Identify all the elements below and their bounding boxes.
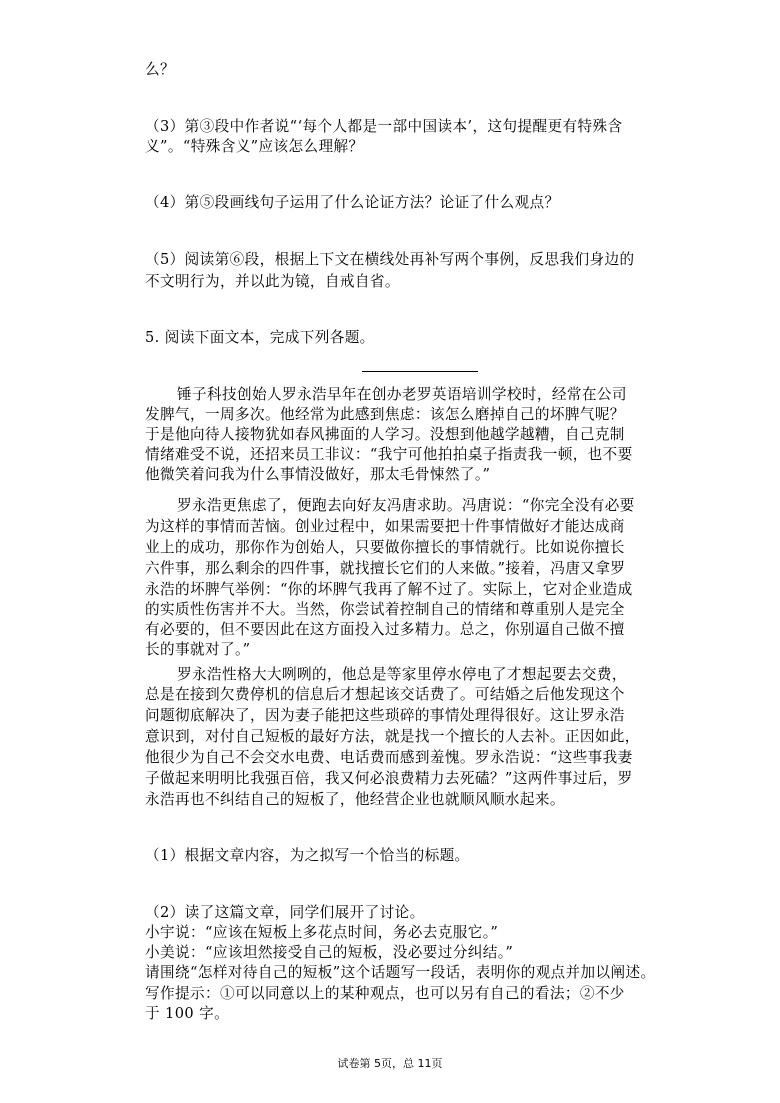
text-line: 请围绕“怎样对待自己的短板”这个话题写一段话，表明你的观点并加以阐述。 (145, 964, 656, 981)
paragraph-line: 有必要的，但不要因此在这方面投入过多精力。总之，你别逼自己做不擅 (145, 621, 625, 638)
question-3: （3）第③段中作者说“‘每个人都是一部中国读本’，这句提醒更有特殊含 (145, 118, 623, 135)
paragraph-line: 永浩的坏脾气举例：“你的坏脾气我再了解不过了。实际上，它对企业造成 (145, 581, 633, 598)
text-line: 小宇说：“应该在短板上多花点时间，务必去克服它。” (145, 924, 499, 941)
paragraph-line: 子做起来明明比我强百倍，我又何必浪费精力去死磕？”这两件事过后，罗 (145, 770, 633, 787)
page-footer: 试卷第 5页，总 11页 (337, 1057, 443, 1070)
paragraph-line: 问题彻底解决了，因为妻子能把这些琐碎的事情处理得很好。这让罗永浩 (145, 707, 625, 724)
paragraph-line: 他微笑着问我为什么事情没做好，那太毛骨悚然了。” (145, 466, 491, 483)
text-line: 义”。“特殊含义”应该怎么理解？ (145, 138, 364, 155)
paragraph-line: 他很少为自己不会交水电费、电话费而感到羞愧。罗永浩说：“这些事我妻 (145, 749, 633, 766)
paragraph-line: 长的事就对了。” (145, 641, 251, 658)
paragraph-line: 发脾气，一周多次。他经常为此感到焦虑：该怎么磨掉自己的坏脾气呢？ (145, 406, 625, 423)
paragraph-line: 总是在接到欠费停机的信息后才想起该交话费了。可结婚之后他发现这个 (145, 686, 625, 703)
paragraph-line: 六件事，那么剩余的四件事，就找擅长它们的人来做。”接着，冯唐又拿罗 (145, 560, 626, 577)
paragraph-line: 业上的成功，那你作为创始人，只要做你擅长的事情就行。比如说你擅长 (145, 539, 625, 556)
paragraph-line: 于是他向待人接物犹如春风拂面的人学习。没想到他越学越糟，自己克制 (145, 426, 625, 443)
paragraph-line: 情绪难受不说，还招来员工非议：“我宁可他拍拍桌子指责我一顿，也不要 (145, 446, 633, 463)
section-heading: 5. 阅读下面文本，完成下列各题。 (145, 329, 375, 346)
paragraph-line: 为这样的事情而苦恼。创业过程中，如果需要把十件事情做好才能达成商 (145, 518, 625, 535)
text-line: 不文明行为，并以此为镜，自戒自省。 (145, 273, 400, 290)
text-line: 于 100 字。 (145, 1005, 230, 1022)
question-4: （4）第⑤段画线句子运用了什么论证方法？论证了什么观点？ (145, 194, 560, 211)
question-5: （5）阅读第⑥段，根据上下文在横线处再补写两个事例，反思我们身边的 (145, 251, 635, 268)
question-1: （1）根据文章内容，为之拟写一个恰当的标题。 (145, 847, 470, 864)
text-line: 小美说：“应该坦然接受自己的短板，没必要过分纠结。” (145, 944, 514, 961)
paragraph-line: 罗永浩更焦虑了，便跑去向好友冯唐求助。冯唐说：“你完全没有必要 (177, 497, 635, 514)
paragraph-line: 锤子科技创始人罗永浩早年在创办老罗英语培训学校时，经常在公司 (177, 386, 627, 403)
title-blank-line (362, 371, 478, 372)
paragraph-line: 永浩再也不纠结自己的短板了，他经营企业也就顺风顺水起来。 (145, 791, 565, 808)
paragraph-line: 罗永浩性格大大咧咧的，他总是等家里停水停电了才想起要去交费， (177, 666, 627, 683)
paragraph-line: 意识到，对付自己短板的最好方法，就是找一个擅长的人去补。正因如此， (145, 728, 640, 745)
question-2: （2）读了这篇文章，同学们展开了讨论。 (145, 904, 425, 921)
text-line: 么？ (145, 61, 175, 78)
text-line: 写作提示：①可以同意以上的某种观点，也可以另有自己的看法；②不少 (145, 985, 625, 1002)
paragraph-line: 的实质性伤害并不大。当然，你尝试着控制自己的情绪和尊重别人是完全 (145, 601, 625, 618)
